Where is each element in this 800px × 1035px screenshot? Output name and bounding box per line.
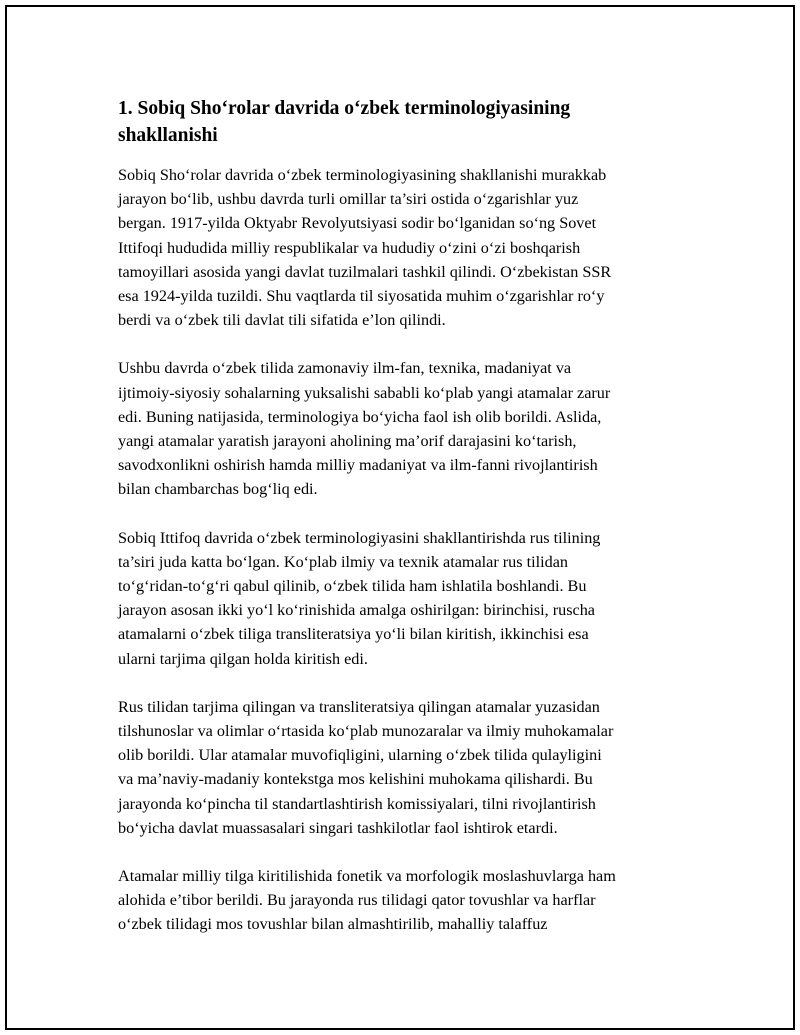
text-line: to‘g‘ridan-to‘g‘ri qabul qilinib, o‘zbek tilida ham ishlatila boshlandi. Bu xyxy=(118,577,587,596)
text-line: Ushbu davrda o‘zbek tilida zamonaviy ilm-fan, texnika, madaniyat va xyxy=(118,359,572,378)
title-line: 1. Sobiq Sho‘rolar davrida o‘zbek terminologiyasining xyxy=(118,98,571,119)
text-line: olib borildi. Ular atamalar muvofiqligini, ularning o‘zbek tilida qulayligini xyxy=(118,746,602,765)
text-line: Rus tilidan tarjima qilingan va transliteratsiya qilingan atamalar yuzasidan xyxy=(118,697,600,716)
text-line: savodxonlikni oshirish hamda milliy madaniyat va ilm-fanni rivojlantirish xyxy=(118,456,598,475)
text-line: va ma’naviy-madaniy kontekstga mos kelishini muhokama qilishardi. Bu xyxy=(118,770,593,789)
paragraph-4 xyxy=(118,695,688,840)
text-line: bilan chambarchas bog‘liq edi. xyxy=(118,480,318,499)
text-line: ijtimoiy-siyosiy sohalarning yuksalishi sababli ko‘plab yangi atamalar zarur xyxy=(118,383,611,402)
text-line: ta’siri juda katta bo‘lgan. Ko‘plab ilmiy va texnik atamalar rus tilidan xyxy=(118,552,568,571)
text-line: bergan. 1917-yilda Oktyabr Revolyutsiyasi sodir bo‘lganidan so‘ng Sovet xyxy=(118,214,597,233)
text-line: o‘zbek tilidagi mos tovushlar bilan almashtirilib, mahalliy talaffuz xyxy=(118,915,548,934)
text-line: atamalarni o‘zbek tiliga transliteratsiya yo‘li bilan kiritish, ikkinchisi esa xyxy=(118,625,589,644)
text-line: ularni tarjima qilgan holda kiritish edi. xyxy=(118,649,368,668)
text-line: tilshunoslar va olimlar o‘rtasida ko‘plab munozaralar va ilmiy muhokamalar xyxy=(118,722,614,741)
section-title xyxy=(118,95,688,149)
text-line: Ittifoqi hududida milliy respublikalar va hududiy o‘zini o‘zi boshqarish xyxy=(118,238,581,257)
text-line: jarayon asosan ikki yo‘l ko‘rinishida amalga oshirilgan: birinchisi, ruscha xyxy=(118,601,595,620)
text-line: jarayon bo‘lib, ushbu davrda turli omillar ta’siri ostida o‘zgarishlar yuz xyxy=(118,190,579,209)
paragraph-3 xyxy=(118,526,688,671)
text-line: bo‘yicha davlat muassasalari singari tashkilotlar faol ishtirok etardi. xyxy=(118,818,558,837)
text-line: Atamalar milliy tilga kiritilishida fonetik va morfologik moslashuvlarga ham xyxy=(118,867,616,886)
text-line: esa 1924-yilda tuzildi. Shu vaqtlarda til siyosatida muhim o‘zgarishlar ro‘y xyxy=(118,287,605,306)
text-line: alohida e’tibor berildi. Bu jarayonda rus tilidagi qator tovushlar va harflar xyxy=(118,891,596,910)
paragraph-2 xyxy=(118,356,688,501)
text-line: yangi atamalar yaratish jarayoni aholining ma’orif darajasini ko‘tarish, xyxy=(118,432,577,451)
text-line: tamoyillari asosida yangi davlat tuzilmalari tashkil qilindi. O‘zbekistan SSR xyxy=(118,262,612,281)
text-line: edi. Buning natijasida, terminologiya bo‘yicha faol ish olib borildi. Aslida, xyxy=(118,407,602,426)
title-line: shakllanishi xyxy=(118,125,218,146)
text-line: jarayonda ko‘pincha til standartlashtirish komissiyalari, tilni rivojlantirish xyxy=(118,794,596,813)
text-line: berdi va o‘zbek tili davlat tili sifatida e’lon qilindi. xyxy=(118,311,446,330)
paragraph-5 xyxy=(118,864,688,937)
text-line: Sobiq Ittifoq davrida o‘zbek terminologiyasini shakllantirishda rus tilining xyxy=(118,528,601,547)
text-line: Sobiq Sho‘rolar davrida o‘zbek terminologiyasining shakllanishi murakkab xyxy=(118,166,607,184)
document-body xyxy=(118,95,688,961)
paragraph-1 xyxy=(118,163,688,332)
